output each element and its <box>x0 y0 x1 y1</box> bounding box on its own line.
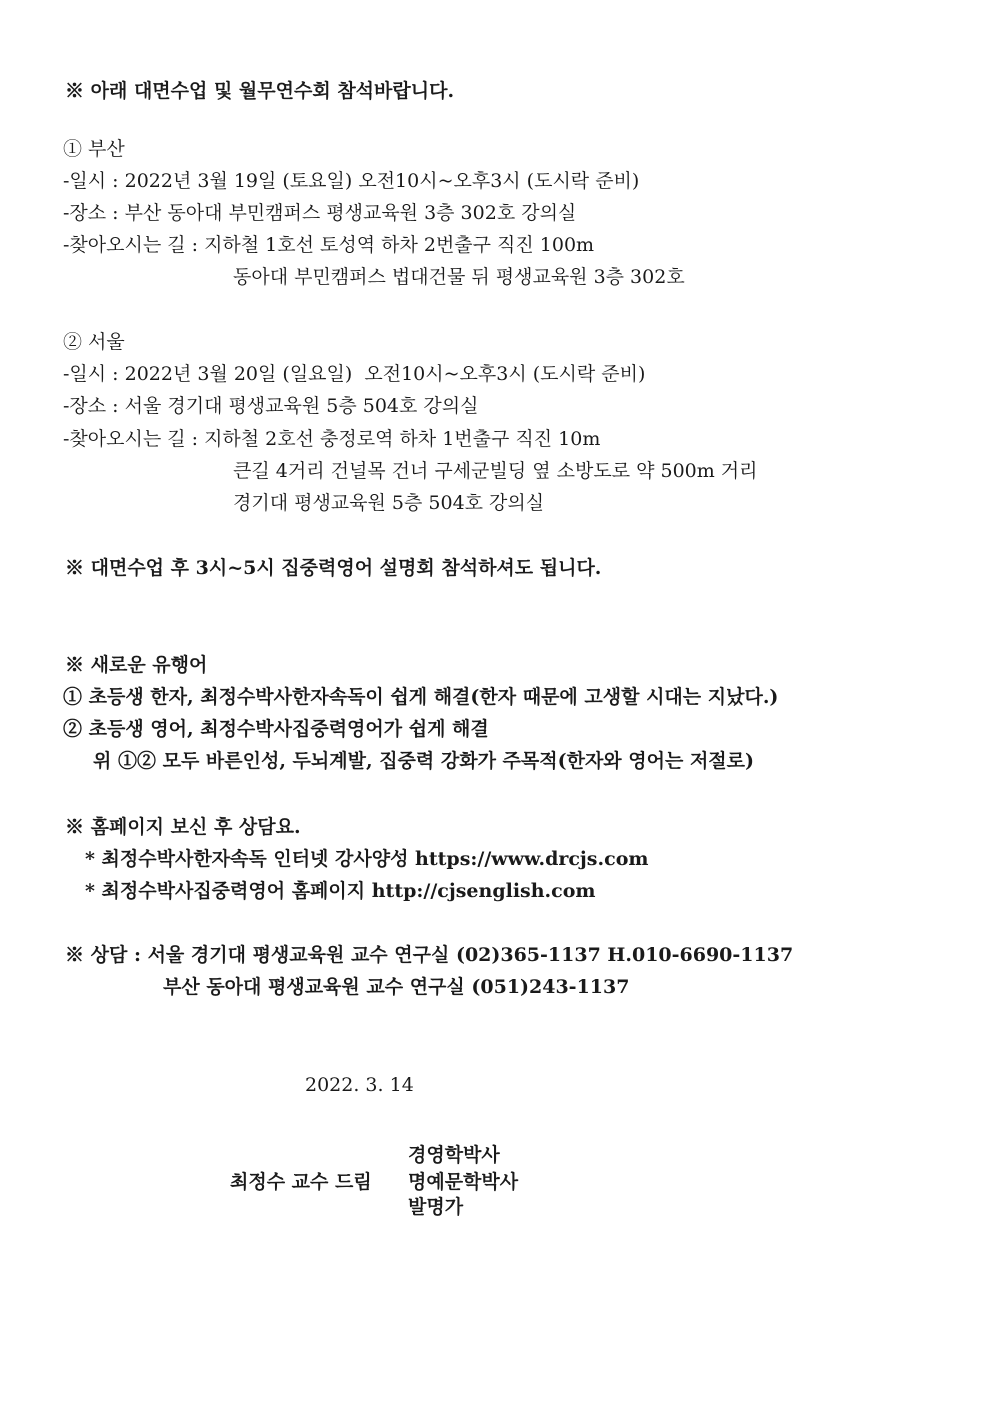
busan-route-1: -찾아오시는 길 : 지하철 1호선 토성역 하차 2번출구 직진 100m <box>63 234 595 256</box>
seoul-date: -일시 : 2022년 3월 20일 (일요일) 오전10시~오후3시 (도시락 준비) <box>63 363 646 385</box>
busan-place: -장소 : 부산 동아대 부민캠퍼스 평생교육원 3층 302호 강의실 <box>63 202 577 224</box>
seoul-route-2: 큰길 4거리 건널목 건너 구세군빌딩 옆 소방도로 약 500m 거리 <box>233 460 758 482</box>
notice-heading: ※ 아래 대면수업 및 월무연수회 참석바랍니다. <box>65 80 455 102</box>
seoul-place: -장소 : 서울 경기대 평생교육원 5층 504호 강의실 <box>63 395 479 417</box>
homepage-link-1[interactable]: * 최정수박사한자속독 인터넷 강사양성 https://www.drcjs.com <box>85 848 649 870</box>
busan-date: -일시 : 2022년 3월 19일 (토요일) 오전10시~오후3시 (도시락 준비) <box>63 170 640 192</box>
seoul-title: ② 서울 <box>63 331 125 353</box>
signature-title-2: 명예문학박사 <box>408 1171 519 1193</box>
homepage-link-2[interactable]: * 최정수박사집중력영어 홈페이지 http://cjsenglish.com <box>85 880 596 902</box>
signature-title-3: 발명가 <box>408 1196 464 1218</box>
trend-item-3: 위 ①② 모두 바른인성, 두뇌계발, 집중력 강화가 주목적(한자와 영어는 저절로) <box>93 750 755 772</box>
busan-title: ① 부산 <box>63 138 125 160</box>
trend-item-2: ② 초등생 영어, 최정수박사집중력영어가 쉽게 해결 <box>63 718 489 740</box>
document-date: 2022. 3. 14 <box>305 1074 414 1096</box>
after-class-note: ※ 대면수업 후 3시~5시 집중력영어 설명회 참석하셔도 됩니다. <box>65 557 602 579</box>
signature-from: 최정수 교수 드림 <box>230 1171 372 1193</box>
trends-heading: ※ 새로운 유행어 <box>65 654 208 676</box>
consult-line-2: 부산 동아대 평생교육원 교수 연구실 (051)243-1137 <box>163 976 630 998</box>
consult-line-1: ※ 상담 : 서울 경기대 평생교육원 교수 연구실 (02)365-1137 H.010-6690-1137 <box>65 944 794 966</box>
signature-title-1: 경영학박사 <box>408 1144 500 1166</box>
trend-item-1: ① 초등생 한자, 최정수박사한자속독이 쉽게 해결(한자 때문에 고생할 시대는 지났다.) <box>63 686 779 708</box>
homepage-heading: ※ 홈페이지 보신 후 상담요. <box>65 816 301 838</box>
seoul-route-3: 경기대 평생교육원 5층 504호 강의실 <box>233 492 545 514</box>
busan-route-2: 동아대 부민캠퍼스 법대건물 뒤 평생교육원 3층 302호 <box>233 266 685 288</box>
seoul-route-1: -찾아오시는 길 : 지하철 2호선 충정로역 하차 1번출구 직진 10m <box>63 428 601 450</box>
